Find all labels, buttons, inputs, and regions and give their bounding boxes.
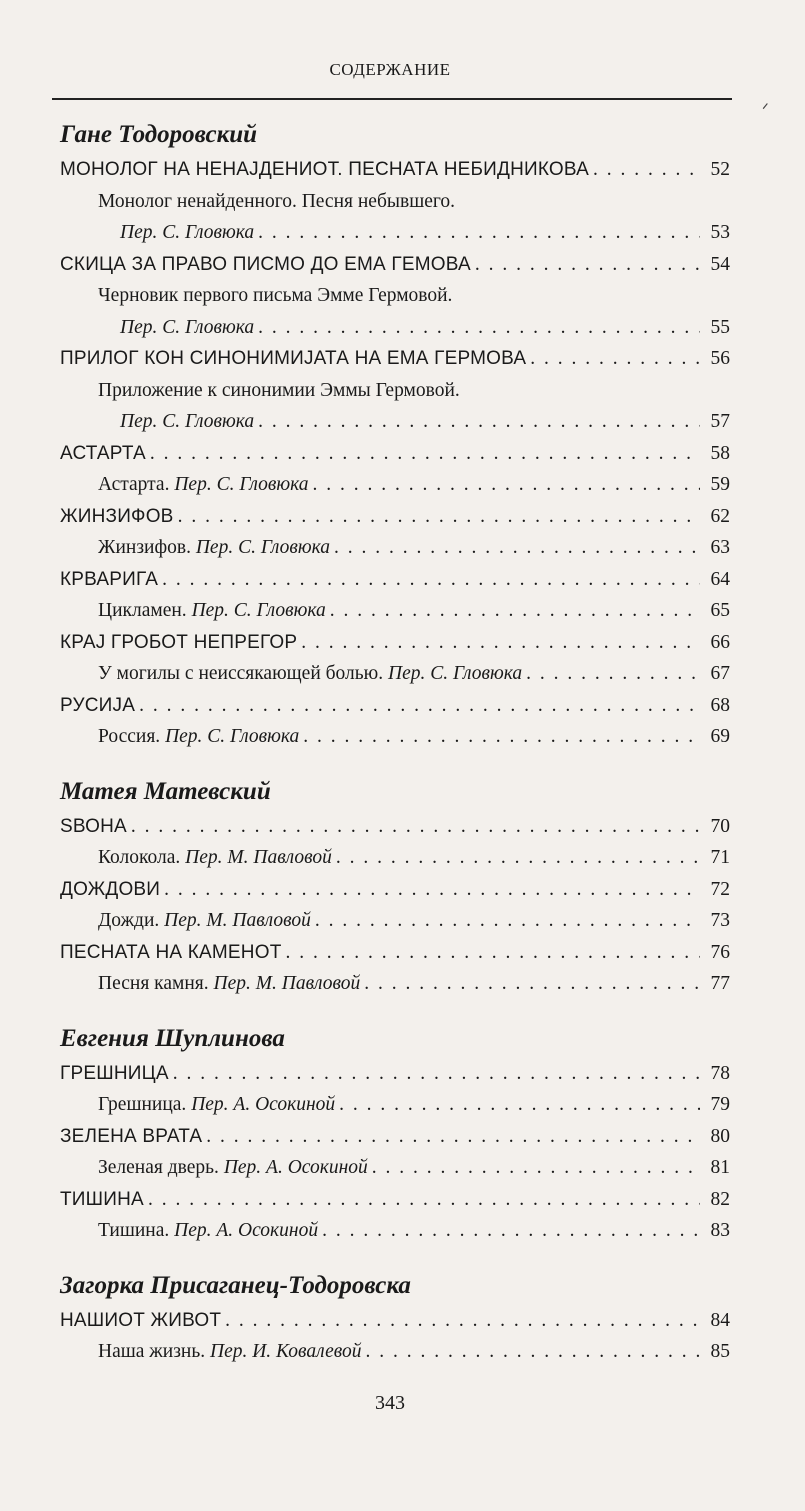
entry-row (60, 1121, 730, 1153)
translation-row (60, 905, 730, 937)
translation-row (60, 532, 730, 564)
dot-leader (312, 469, 700, 501)
translation-page: 73 (710, 910, 730, 931)
translation-row (60, 406, 730, 438)
dot-leader (526, 658, 700, 690)
translation-row (60, 217, 730, 249)
entry-page: 78 (710, 1062, 730, 1084)
translation-page: 53 (710, 222, 730, 243)
dot-leader (334, 532, 700, 564)
entry-row (60, 874, 730, 906)
running-head: СОДЕРЖАНИЕ (329, 60, 451, 79)
entry-title: ЖИНЗИФОВ (60, 505, 174, 527)
dot-leader (593, 154, 700, 186)
entry-row (60, 690, 730, 722)
entry-page: 52 (710, 159, 730, 180)
translation-title: Астарта. (98, 474, 170, 495)
dot-leader (315, 905, 700, 937)
dot-leader (475, 249, 700, 281)
translation-row (60, 1152, 730, 1184)
translation-row (60, 721, 730, 753)
entry-row (60, 1058, 730, 1090)
dot-leader (322, 1215, 700, 1247)
entry-title: ЗЕЛЕНА ВРАТА (60, 1125, 203, 1147)
dot-leader (303, 721, 700, 753)
entry-title: ГРЕШНИЦА (60, 1062, 169, 1084)
entry-page: 82 (710, 1188, 730, 1210)
entry-page: 58 (710, 442, 730, 464)
entry-row (60, 811, 730, 843)
dot-leader (286, 937, 700, 969)
entry-row (60, 438, 730, 470)
entry-row (60, 564, 730, 596)
entry-page: 70 (710, 815, 730, 837)
entry-page: 72 (710, 878, 730, 900)
translation-page: 59 (710, 474, 730, 495)
translation-page: 57 (710, 411, 730, 432)
translation-page: 67 (710, 663, 730, 684)
entry-page: 54 (710, 253, 730, 275)
dot-leader (330, 595, 700, 627)
translation-page: 55 (710, 316, 730, 338)
entry-title: КРАЈ ГРОБОТ НЕПРЕГОР (60, 631, 298, 653)
entry-title: РУСИЈА (60, 694, 136, 716)
section-author: Матея Матевский (60, 777, 271, 805)
entry-page: 66 (710, 631, 730, 653)
translator: Пер. С. Гловюка (120, 316, 255, 338)
translation-page: 81 (710, 1157, 730, 1178)
translation-page: 83 (710, 1220, 730, 1241)
dot-leader (131, 811, 700, 843)
dot-leader (150, 438, 700, 470)
translation-row (60, 1089, 730, 1121)
entry-title: ЅВОНА (60, 815, 127, 837)
entry-row (60, 1305, 730, 1337)
translation-title: Грешница. (98, 1094, 187, 1115)
entry-title: ПРИЛОГ КОН СИНОНИМИЈАТА НА ЕМА ГЕРМОВА (60, 348, 527, 369)
translator: Пер. М. Павловой (213, 973, 361, 994)
entry-title: МОНОЛОГ НА НЕНАЈДЕНИОТ. ПЕСНАТА НЕБИДНИКОВА (60, 159, 590, 180)
entry-row (60, 627, 730, 659)
dot-leader (148, 1184, 700, 1216)
translator: Пер. С. Гловюка (120, 222, 255, 243)
translation-row (60, 968, 730, 1000)
dot-leader (173, 1058, 700, 1090)
entry-page: 76 (710, 941, 730, 963)
entry-row (60, 1184, 730, 1216)
translator: Пер. А. Осокиной (174, 1220, 319, 1241)
dot-leader (258, 217, 700, 249)
dot-leader (258, 406, 700, 438)
translator: Пер. С. Гловюка (195, 537, 330, 558)
translation-row (60, 469, 730, 501)
dot-leader (372, 1152, 700, 1184)
translation-title: Тишина. (98, 1220, 170, 1241)
entry-title: ТИШИНА (60, 1188, 144, 1210)
section-author: Евгения Шуплинова (60, 1024, 285, 1052)
translation-page: 69 (710, 726, 730, 747)
translation-title: Жинзифов. (98, 537, 191, 558)
dot-leader (164, 874, 700, 906)
translation-page: 71 (710, 847, 730, 868)
entry-title: СКИЦА ЗА ПРАВО ПИСМО ДО ЕМА ГЕМОВА (60, 253, 471, 275)
entry-title: ДОЖДОВИ (60, 878, 161, 900)
translator: Пер. М. Павловой (164, 910, 311, 931)
translation-row (60, 1336, 730, 1368)
translation-title: Приложение к синонимии Эммы Гермовой. (98, 379, 460, 401)
margin-mark: ᐟ (762, 100, 769, 119)
translation-title: У могилы с неиссякающей болью. (98, 663, 384, 684)
translation-row (60, 280, 730, 312)
entry-row (60, 154, 730, 186)
dot-leader (258, 312, 700, 344)
entry-row (60, 249, 730, 281)
dot-leader (178, 501, 700, 533)
translation-title: Наша жизнь. (98, 1341, 206, 1362)
translation-title: Россия. (98, 726, 161, 747)
translator: Пер. М. Павловой (185, 847, 332, 868)
translator: Пер. С. Гловюка (191, 600, 326, 621)
translation-row (60, 312, 730, 344)
translator: Пер. И. Ковалевой (209, 1341, 362, 1362)
entry-page: 84 (710, 1309, 730, 1331)
entry-row (60, 501, 730, 533)
dot-leader (301, 627, 700, 659)
translation-title: Черновик первого письма Эмме Гермовой. (98, 285, 453, 306)
translation-title: Монолог ненайденного. Песня небывшего. (98, 190, 455, 212)
dot-leader (339, 1089, 700, 1121)
translation-title: Зеленая дверь. (98, 1157, 219, 1178)
dot-leader (364, 968, 700, 1000)
dot-leader (206, 1121, 700, 1153)
translator: Пер. С. Гловюка (174, 474, 309, 495)
translator: Пер. А. Осокиной (191, 1094, 336, 1115)
translation-row (60, 595, 730, 627)
header-rule (52, 98, 732, 100)
translator: Пер. С. Гловюка (120, 411, 255, 432)
translation-row (60, 658, 730, 690)
table-of-contents (60, 116, 730, 1368)
translation-page: 79 (710, 1094, 730, 1115)
entry-page: 80 (710, 1125, 730, 1147)
entry-page: 56 (710, 348, 730, 369)
translation-row (60, 1215, 730, 1247)
entry-page: 64 (710, 568, 730, 590)
translation-page: 63 (710, 537, 730, 558)
dot-leader (139, 690, 700, 722)
dot-leader (530, 343, 700, 375)
dot-leader (365, 1336, 700, 1368)
translation-title: Песня камня. (98, 973, 209, 994)
entry-title: КРВАРИГА (60, 568, 159, 590)
translation-page: 85 (710, 1341, 730, 1362)
translation-row (60, 186, 730, 218)
entry-page: 62 (710, 505, 730, 527)
entry-title: ПЕСНАТА НА КАМЕНОТ (60, 941, 282, 963)
dot-leader (225, 1305, 700, 1337)
translator: Пер. С. Гловюка (388, 663, 523, 684)
page-number: 343 (375, 1392, 405, 1414)
translation-title: Цикламен. (98, 600, 187, 621)
translation-page: 77 (710, 973, 730, 994)
entry-row (60, 343, 730, 375)
translation-title: Колокола. (98, 847, 181, 868)
translator: Пер. А. Осокиной (223, 1157, 368, 1178)
entry-row (60, 937, 730, 969)
section-author: Загорка Присаганец-Тодоровска (60, 1271, 411, 1299)
entry-title: АСТАРТА (60, 442, 146, 464)
entry-page: 68 (710, 694, 730, 716)
section-author: Гане Тодоровский (60, 121, 258, 148)
translation-page: 65 (710, 600, 730, 621)
translation-row (60, 375, 730, 407)
dot-leader (336, 842, 700, 874)
dot-leader (162, 564, 700, 596)
translation-title: Дожди. (98, 910, 160, 931)
translator: Пер. С. Гловюка (165, 726, 300, 747)
entry-title: НАШИОТ ЖИВОТ (60, 1309, 222, 1331)
translation-row (60, 842, 730, 874)
